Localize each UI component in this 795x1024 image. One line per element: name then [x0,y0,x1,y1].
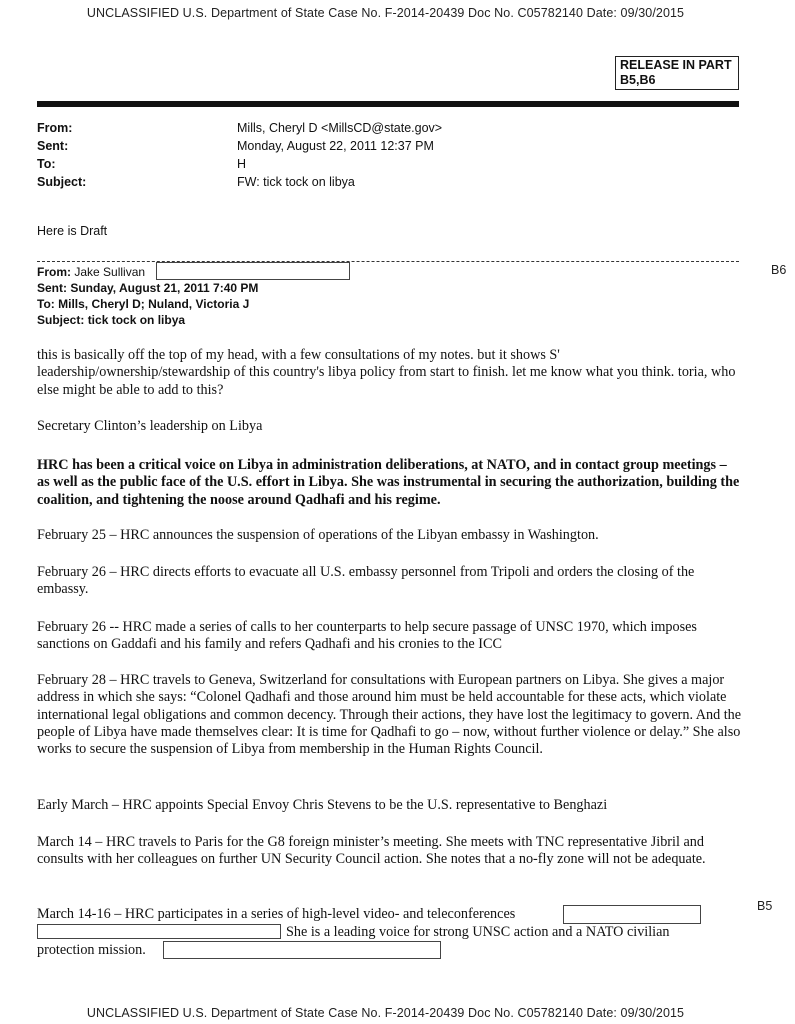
body-paragraph-2: Secretary Clinton’s leadership on Libya [37,418,263,434]
exemption-b5: B5 [757,899,773,913]
fwd-from-label: From: [37,265,71,279]
body-paragraph-6: February 26 -- HRC made a series of calls to her counterparts to help secure passage of UNSC 1970, which imposes sanctions on Gaddafi and his family and refers Qadhafi and his cronies to the ICC [37,619,697,653]
body-paragraph-10-line3: protection mission. [37,942,146,958]
fwd-subject-value: tick tock on libya [87,313,186,327]
fwd-sent-label: Sent: [37,281,67,295]
to-value: H [237,157,247,171]
sent-value: Monday, August 22, 2011 12:37 PM [237,139,434,153]
forward-separator [37,261,739,262]
body-paragraph-3: HRC has been a critical voice on Libya in administration deliberations, at NATO, and in contact group meetings – as well as the public face of the U.S. effort in Libya. She was instrumental in securing the authorization, building the coalition, and tightening the noose around Qadhafi and his regime. [37,457,740,508]
redaction-box-2 [37,924,281,939]
release-stamp-line2: B5,B6 [620,73,656,87]
subject-value: FW: tick tock on libya [237,175,355,189]
header-rule [37,101,739,107]
fwd-to [37,296,249,312]
redaction-box-email [156,262,350,280]
body-paragraph-10-line1: March 14-16 – HRC participates in a series of high-level video- and teleconferences [37,906,516,922]
top-classification-banner: UNCLASSIFIED U.S. Department of State Case No. F-2014-20439 Doc No. C05782140 Date: 09/30/2015 [86,6,685,20]
exemption-b6: B6 [771,263,787,277]
sent-label: Sent: [37,139,69,153]
release-stamp-line1: RELEASE IN PART [620,58,732,72]
fwd-sent-value: Sunday, August 21, 2011 7:40 PM [70,281,259,295]
fwd-from [37,264,145,280]
release-stamp [615,56,739,90]
body-paragraph-1: this is basically off the top of my head, with a few consultations of my notes. but it shows S' leadership/ownership/stewardship of this country's libya policy from start to finish. let me know what you think. toria, who else might be able to add to this? [37,347,736,398]
fwd-sent [37,280,258,296]
fwd-to-label: To: [37,297,55,311]
body-paragraph-4: February 25 – HRC announces the suspension of operations of the Libyan embassy in Washington. [37,527,599,543]
redaction-box-1 [563,905,701,924]
to-label: To: [37,157,56,171]
body-paragraph-10-line2: She is a leading voice for strong UNSC action and a NATO civilian [286,924,670,940]
fwd-subject [37,312,185,328]
body-paragraph-5: February 26 – HRC directs efforts to evacuate all U.S. embassy personnel from Tripoli and orders the closing of the embassy. [37,564,695,598]
fwd-from-value: Jake Sullivan [74,265,146,279]
bottom-classification-banner: UNCLASSIFIED U.S. Department of State Case No. F-2014-20439 Doc No. C05782140 Date: 09/30/2015 [86,1006,685,1020]
body-paragraph-7: February 28 – HRC travels to Geneva, Switzerland for consultations with European partners on Libya. She gives a major address in which she says: “Colonel Qadhafi and those around him must be held accountable for these acts, which violate international legal obligations and common decency. Through their actions, they have lost the legitimacy to govern. And the people of Libya have made themselves clear: It is time for Qadhafi to go – now, without further violence or delay.” She also works to secure the suspension of Libya from membership in the Human Rights Council. [37,672,742,758]
fwd-subject-label: Subject: [37,313,85,327]
redaction-box-3 [163,941,441,959]
from-value: Mills, Cheryl D <MillsCD@state.gov> [237,121,443,135]
body-paragraph-8: Early March – HRC appoints Special Envoy Chris Stevens to be the U.S. representative to Benghazi [37,797,608,813]
fwd-to-value: Mills, Cheryl D; Nuland, Victoria J [58,297,250,311]
subject-label: Subject: [37,175,87,189]
body-paragraph-9: March 14 – HRC travels to Paris for the G8 foreign minister’s meeting. She meets with TNC representative Jibril and consults with her colleagues on further UN Security Council action. She notes that a no-fly zone will not be adequate. [37,834,706,868]
from-label: From: [37,121,73,135]
intro-text: Here is Draft [37,224,108,238]
